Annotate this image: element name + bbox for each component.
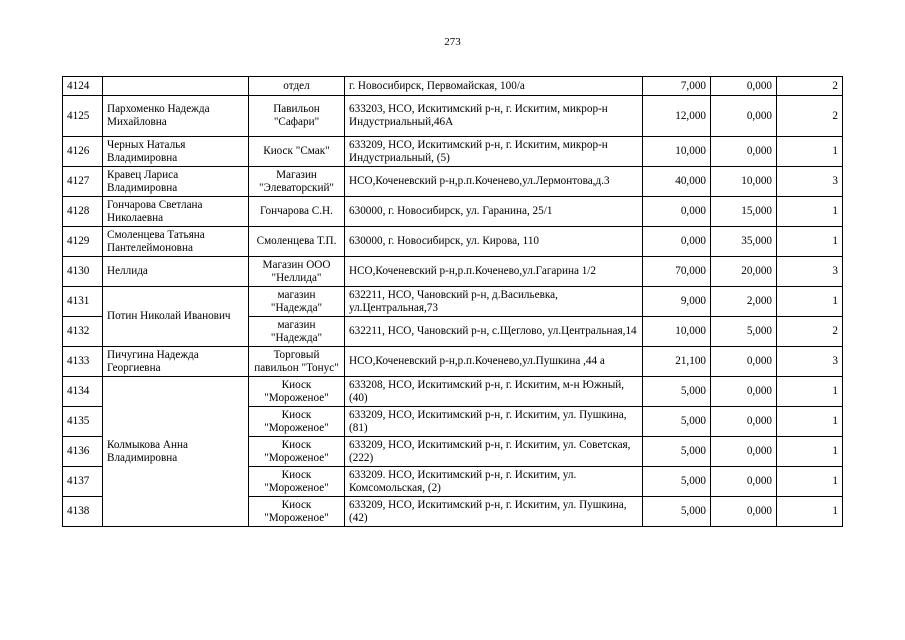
row-number-cell: 4129 <box>63 227 103 257</box>
value2-cell: 0,000 <box>711 347 777 377</box>
value2-cell: 20,000 <box>711 257 777 287</box>
address-cell: 630000, г. Новосибирск, ул. Гаранина, 25/1 <box>345 197 643 227</box>
value1-cell: 40,000 <box>643 167 711 197</box>
value2-cell: 35,000 <box>711 227 777 257</box>
address-cell: 633209, НСО, Искитимский р-н, г. Искитим, ул. Пушкина, (81) <box>345 407 643 437</box>
object-cell: Смоленцева Т.П. <box>249 227 345 257</box>
address-cell: 633208, НСО, Искитимский р-н, г. Искитим, м-н Южный, (40) <box>345 377 643 407</box>
table-row <box>63 227 843 257</box>
value2-cell: 0,000 <box>711 497 777 527</box>
row-number-cell: 4127 <box>63 167 103 197</box>
count-cell: 3 <box>777 347 843 377</box>
registry-table <box>62 76 843 527</box>
object-cell: магазин "Надежда" <box>249 317 345 347</box>
count-cell: 1 <box>777 287 843 317</box>
value1-cell: 5,000 <box>643 407 711 437</box>
value1-cell: 0,000 <box>643 227 711 257</box>
row-number-cell: 4132 <box>63 317 103 347</box>
count-cell: 1 <box>777 227 843 257</box>
owner-cell: Пархоменко Надежда Михайловна <box>103 96 249 137</box>
owner-cell: Неллида <box>103 257 249 287</box>
count-cell: 3 <box>777 257 843 287</box>
count-cell: 1 <box>777 437 843 467</box>
count-cell: 1 <box>777 467 843 497</box>
table-row <box>63 77 843 96</box>
object-cell: Павильон "Сафари" <box>249 96 345 137</box>
row-number-cell: 4138 <box>63 497 103 527</box>
value1-cell: 7,000 <box>643 77 711 96</box>
count-cell: 1 <box>777 407 843 437</box>
value2-cell: 15,000 <box>711 197 777 227</box>
value1-cell: 5,000 <box>643 377 711 407</box>
value1-cell: 5,000 <box>643 497 711 527</box>
table-row <box>63 197 843 227</box>
address-cell: НСО,Коченевский р-н,р.п.Коченево,ул.Гагарина 1/2 <box>345 257 643 287</box>
count-cell: 2 <box>777 317 843 347</box>
row-number-cell: 4137 <box>63 467 103 497</box>
value2-cell: 0,000 <box>711 77 777 96</box>
owner-cell: Черных Наталья Владимировна <box>103 137 249 167</box>
owner-cell: Гончарова Светлана Николаевна <box>103 197 249 227</box>
object-cell: Киоск "Мороженое" <box>249 377 345 407</box>
value2-cell: 0,000 <box>711 467 777 497</box>
address-cell: 633209, НСО, Искитимский р-н, г. Искитим, ул. Пушкина, (42) <box>345 497 643 527</box>
table-row <box>63 377 843 407</box>
address-cell: 633209, НСО, Искитимский р-н, г. Искитим, ул. Советская, (222) <box>345 437 643 467</box>
object-cell: Магазин ООО "Неллида" <box>249 257 345 287</box>
object-cell: Торговый павильон "Тонус" <box>249 347 345 377</box>
address-cell: 633209. НСО, Искитимский р-н, г. Искитим, ул. Комсомольская, (2) <box>345 467 643 497</box>
address-cell: 632211, НСО, Чановский р-н, с.Щеглово, ул.Центральная,14 <box>345 317 643 347</box>
count-cell: 1 <box>777 197 843 227</box>
address-cell: 633209, НСО, Искитимский р-н, г. Искитим, микрор-н Индустриальный, (5) <box>345 137 643 167</box>
value2-cell: 5,000 <box>711 317 777 347</box>
address-cell: НСО,Коченевский р-н,р.п.Коченево,ул.Лермонтова,д.3 <box>345 167 643 197</box>
object-cell: Гончарова С.Н. <box>249 197 345 227</box>
table-row <box>63 287 843 317</box>
value1-cell: 9,000 <box>643 287 711 317</box>
owner-cell: Смоленцева Татьяна Пантелеймоновна <box>103 227 249 257</box>
address-cell: НСО,Коченевский р-н,р.п.Коченево,ул.Пушкина ,44 а <box>345 347 643 377</box>
object-cell: Киоск "Мороженое" <box>249 467 345 497</box>
value1-cell: 70,000 <box>643 257 711 287</box>
owner-cell: Потин Николай Иванович <box>103 287 249 347</box>
object-cell: Киоск "Мороженое" <box>249 437 345 467</box>
owner-cell: Пичугина Надежда Георгиевна <box>103 347 249 377</box>
row-number-cell: 4128 <box>63 197 103 227</box>
object-cell: Киоск "Мороженое" <box>249 497 345 527</box>
address-cell: 632211, НСО, Чановский р-н, д.Васильевка, ул.Центральная,73 <box>345 287 643 317</box>
row-number-cell: 4135 <box>63 407 103 437</box>
value1-cell: 12,000 <box>643 96 711 137</box>
row-number-cell: 4133 <box>63 347 103 377</box>
row-number-cell: 4126 <box>63 137 103 167</box>
table-row <box>63 167 843 197</box>
value2-cell: 0,000 <box>711 137 777 167</box>
object-cell: Магазин "Элеваторский" <box>249 167 345 197</box>
owner-cell: Колмыкова Анна Владимировна <box>103 377 249 527</box>
row-number-cell: 4130 <box>63 257 103 287</box>
table-row <box>63 257 843 287</box>
count-cell: 1 <box>777 137 843 167</box>
table-row <box>63 96 843 137</box>
page-number: 273 <box>444 36 461 48</box>
owner-cell <box>103 77 249 96</box>
row-number-cell: 4124 <box>63 77 103 96</box>
owner-cell: Кравец Лариса Владимировна <box>103 167 249 197</box>
count-cell: 1 <box>777 497 843 527</box>
value1-cell: 5,000 <box>643 437 711 467</box>
object-cell: Киоск "Мороженое" <box>249 407 345 437</box>
value2-cell: 0,000 <box>711 96 777 137</box>
value2-cell: 2,000 <box>711 287 777 317</box>
table-row <box>63 347 843 377</box>
value2-cell: 0,000 <box>711 407 777 437</box>
count-cell: 2 <box>777 96 843 137</box>
object-cell: магазин "Надежда" <box>249 287 345 317</box>
object-cell: Киоск "Смак" <box>249 137 345 167</box>
table-row <box>63 137 843 167</box>
row-number-cell: 4136 <box>63 437 103 467</box>
row-number-cell: 4134 <box>63 377 103 407</box>
value1-cell: 5,000 <box>643 467 711 497</box>
row-number-cell: 4125 <box>63 96 103 137</box>
value1-cell: 21,100 <box>643 347 711 377</box>
count-cell: 1 <box>777 377 843 407</box>
value1-cell: 10,000 <box>643 317 711 347</box>
object-cell: отдел <box>249 77 345 96</box>
row-number-cell: 4131 <box>63 287 103 317</box>
address-cell: 633203, НСО, Искитимский р-н, г. Искитим, микрор-н Индустриальный,46А <box>345 96 643 137</box>
value2-cell: 0,000 <box>711 437 777 467</box>
address-cell: г. Новосибирск, Первомайская, 100/а <box>345 77 643 96</box>
value2-cell: 10,000 <box>711 167 777 197</box>
count-cell: 3 <box>777 167 843 197</box>
value2-cell: 0,000 <box>711 377 777 407</box>
address-cell: 630000, г. Новосибирск, ул. Кирова, 110 <box>345 227 643 257</box>
value1-cell: 0,000 <box>643 197 711 227</box>
value1-cell: 10,000 <box>643 137 711 167</box>
count-cell: 2 <box>777 77 843 96</box>
